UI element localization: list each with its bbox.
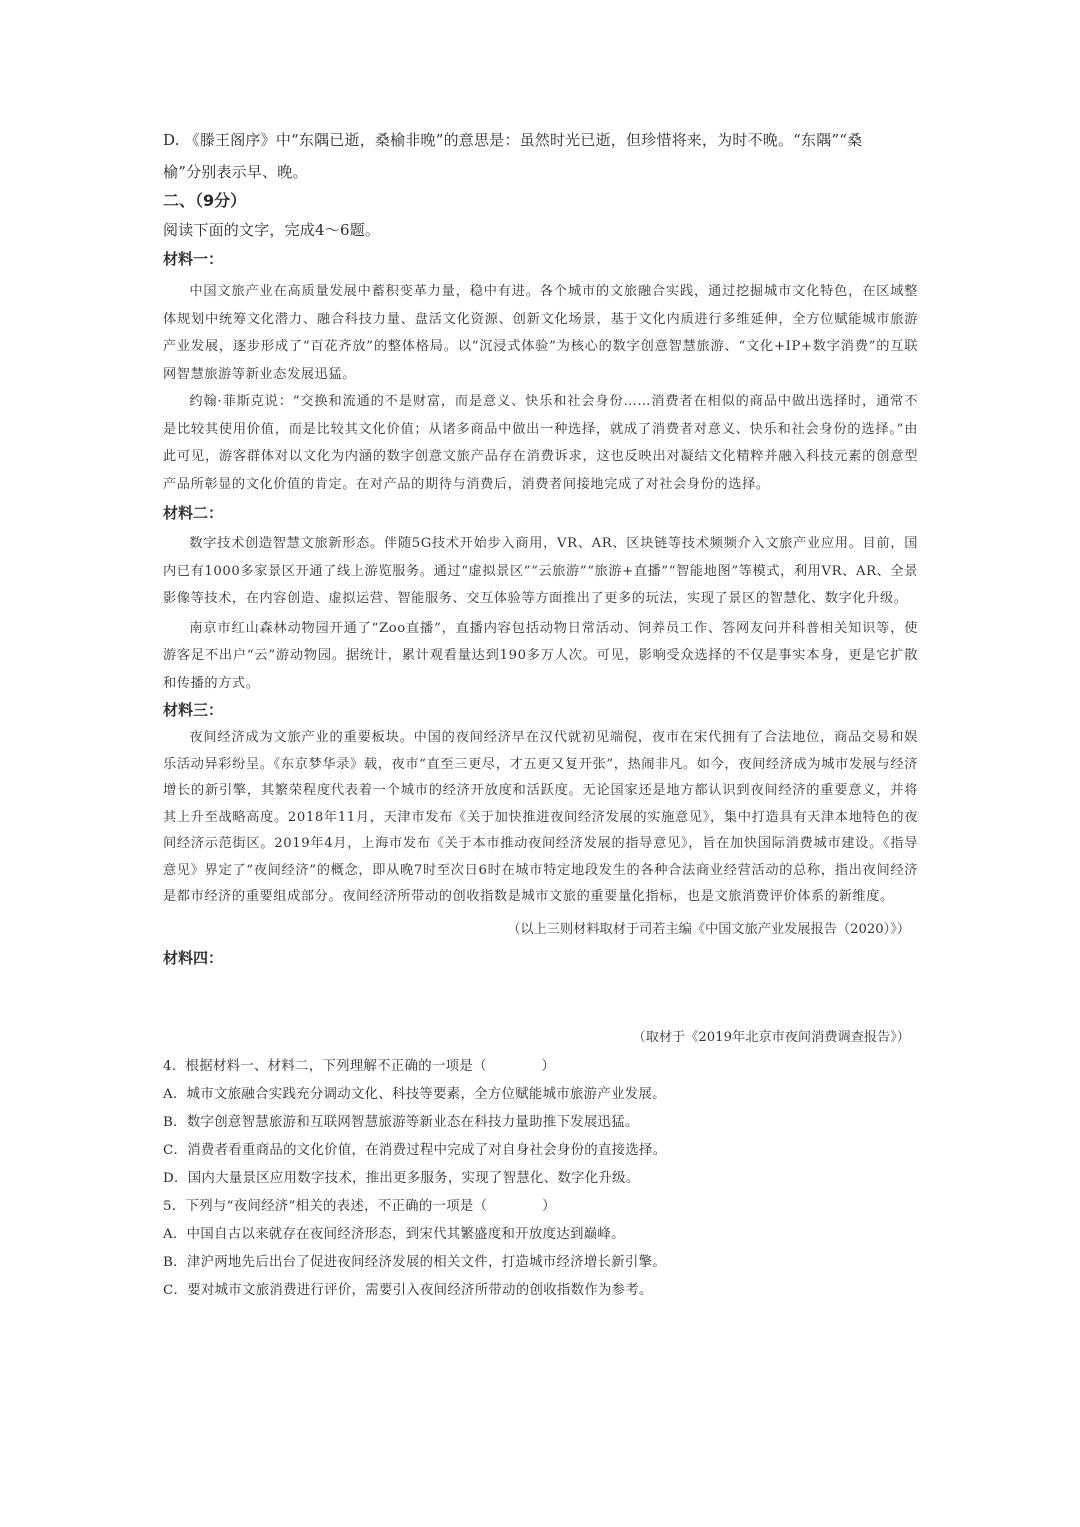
question-4-option-c: C．消费者看重商品的文化价值，在消费过程中完成了对自身社会身份的直接选择。	[163, 1142, 667, 1158]
material4-source: （取材于《2019年北京市夜间消费调查报告》）	[632, 1029, 910, 1045]
material4-figure-area	[163, 969, 918, 1025]
material2-title: 材料二：	[163, 504, 224, 522]
exam-page	[163, 130, 918, 1305]
question-5: 5．下列与“夜间经济”相关的表述，不正确的一项是（ ）	[163, 1198, 556, 1214]
material2-paragraph1: 数字技术创造智慧文旅新形态。伴随5G技术开始步入商用，VR、AR、区块链等技术频频介入文旅产业应用。目前，国内已有1000多家景区开通了线上游览服务。通过“虚拟景区”“云旅游”“旅游+直播”“智能地图”等模式，利用VR、AR、全景影像等技术，在内容创造、虚拟运营、智能服务、交互体验等方面推出了更多的玩法，实现了景区的智慧化、数字化升级。	[163, 536, 918, 606]
material1-paragraph2: 约翰·菲斯克说：“交换和流通的不是财富，而是意义、快乐和社会身份……消费者在相似的商品中做出选择时，通常不是比较其使用价值，而是比较其文化价值；从诸多商品中做出一种选择，就成了消费者对意义、快乐和社会身份的选择。”由此可见，游客群体对以文化为内涵的数字创意文旅产品存在消费诉求，这也反映出对凝结文化精粹并融入科技元素的创意型产品所彰显的文化价值的肯定。在对产品的期待与消费后，消费者间接地完成了对社会身份的选择。	[163, 394, 918, 492]
watermark	[112, 259, 144, 315]
question-4-option-a: A．城市文旅融合实践充分调动文化、科技等要素，全方位赋能城市旅游产业发展。	[163, 1086, 666, 1102]
section-instruction: 阅读下面的文字，完成4～6题。	[163, 221, 381, 239]
question-5-option-b: B．津沪两地先后出台了促进夜间经济发展的相关文件，打造城市经济增长新引擎。	[163, 1254, 666, 1270]
question-4-option-d: D．国内大量景区应用数字技术，推出更多服务，实现了智慧化、数字化升级。	[163, 1170, 640, 1186]
material1-paragraph1: 中国文旅产业在高质量发展中蓄积变革力量，稳中有进。各个城市的文旅融合实践，通过挖掘城市文化特色，在区域整体规划中统筹文化潜力、融合科技力量、盘活文化资源、创新文化场景，基于文化内质进行多维延伸，全方位赋能城市旅游产业发展，逐步形成了“百花齐放”的整体格局。以“沉浸式体验”为核心的数字创意智慧旅游、“文化+IP+数字消费”的互联网智慧旅游等新业态发展迅猛。	[163, 284, 918, 382]
option-d-line2: 榆”分别表示早、晚。	[163, 163, 308, 181]
question-5-option-a: A．中国自古以来就存在夜间经济形态，到宋代其繁盛度和开放度达到巅峰。	[163, 1226, 625, 1242]
material3-title: 材料三：	[163, 701, 224, 719]
option-d-line1: D. 《滕王阁序》中“东隅已逝，桑榆非晚”的意思是：虽然时光已逝，但珍惜将来，为时不晚。“东隅”“桑	[163, 131, 863, 149]
question-5-option-c: C．要对城市文旅消费进行评价，需要引入夜间经济所带动的创收指数作为参考。	[163, 1282, 653, 1298]
material3-source: （以上三则材料取材于司若主编《中国文旅产业发展报告（2020）》）	[507, 921, 910, 937]
material1-title: 材料一：	[163, 250, 224, 268]
material3-paragraph1: 夜间经济成为文旅产业的重要板块。中国的夜间经济早在汉代就初见端倪，夜市在宋代拥有了合法地位，商品交易和娱乐活动异彩纷呈。《东京梦华录》载，夜市“直至三更尽，才五更又复开张”，热闹非凡。如今，夜间经济成为城市发展与经济增长的新引擎，其繁荣程度代表着一个城市的经济开放度和活跃度。无论国家还是地方都认识到夜间经济的重要意义，并将其上升至战略高度。2018年11月，天津市发布《关于加快推进夜间经济发展的实施意见》，集中打造具有天津本地特色的夜间经济示范街区。2019年4月，上海市发布《关于本市推动夜间经济发展的指导意见》，旨在加快国际消费城市建设。《指导意见》界定了“夜间经济”的概念，即从晚7时至次日6时在城市特定地段发生的各种合法商业经营活动的总称，指出夜间经济是都市经济的重要组成部分。夜间经济所带动的创收指数是城市文旅的重要量化指标，也是文旅消费评价体系的新维度。	[163, 730, 918, 904]
question-4: 4．根据材料一、材料二，下列理解不正确的一项是（ ）	[163, 1058, 556, 1074]
section-title: 二、（9分）	[163, 191, 247, 210]
material2-paragraph2: 南京市红山森林动物园开通了“Zoo直播”，直播内容包括动物日常活动、饲养员工作、答网友问并科普相关知识等，使游客足不出户“云”游动物园。据统计，累计观看量达到190多万人次。可见，影响受众选择的不仅是事实本身，更是它扩散和传播的方式。	[163, 620, 918, 691]
question-4-option-b: B．数字创意智慧旅游和互联网智慧旅游等新业态在科技力量助推下发展迅猛。	[163, 1114, 639, 1130]
material4-title: 材料四：	[163, 948, 224, 967]
